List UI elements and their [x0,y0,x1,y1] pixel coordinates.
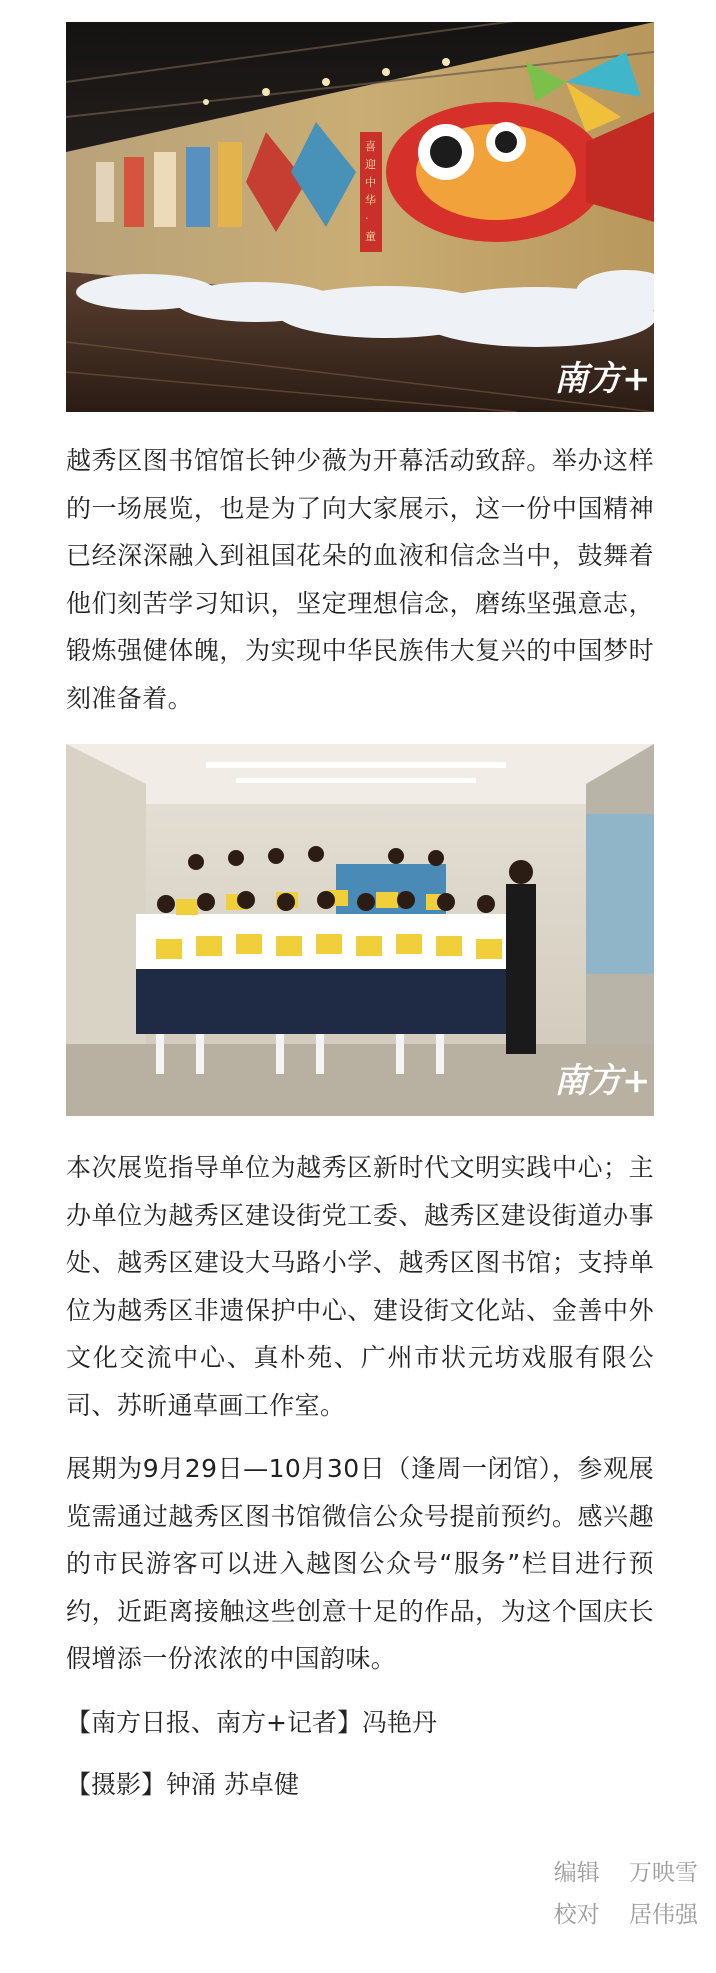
svg-text:华: 华 [365,194,376,207]
editor-name: 万映雪 [629,1860,698,1886]
watermark: 南方+ [554,1061,651,1101]
banner-text: 喜 [365,140,376,153]
editor-row [554,1852,698,1894]
watermark: 南方+ [554,359,651,399]
svg-text:童: 童 [365,230,376,243]
group-photo-illustration [66,744,654,1116]
svg-text:·: · [365,212,369,225]
svg-text:迎: 迎 [365,158,376,171]
editor-credits [554,1852,698,1936]
photographer-credit: 【摄影】钟涌 苏卓健 [66,1769,299,1799]
paragraph: 本次展览指导单位为越秀区新时代文明实践中心；主办单位为越秀区建设街党工委、越秀区建设街道办事处、越秀区建设大马路小学、越秀区图书馆；支持单位为越秀区非遗保护中心、建设街文化站、金善中外文化交流中心、真朴苑、广州市状元坊戏服有限公司、苏昕通草画工作室。 [66,1153,654,1420]
paragraph: 越秀区图书馆馆长钟少薇为开幕活动致辞。举办这样的一场展览，也是为了向大家展示，这一份中国精神已经深深融入到祖国花朵的血液和信念当中，鼓舞着他们刻苦学习知识，坚定理想信念，磨练坚强意志，锻炼强健体魄，为实现中华民族伟大复兴的中国梦时刻准备着。 [66,446,654,713]
reporter-credit: 【南方日报、南方+记者】冯艳丹 [66,1707,437,1737]
proofreader-role: 校对 [553,1902,600,1928]
proofreader-row [554,1894,698,1936]
paragraph: 展期为9月29日—10月30日（逢周一闭馆），参观展览需通过越秀区图书馆微信公众号提前预约。感兴趣的市民游客可以进入越图公众号“服务”栏目进行预约，近距离接触这些创意十足的作品，为这个国庆长假增添一份浓浓的中国韵味。 [66,1454,654,1673]
kite-exhibition-illustration [66,22,654,412]
kite-exhibition-photo[interactable] [66,22,654,412]
proofreader-name: 居伟强 [629,1902,698,1928]
article-body [66,22,654,1805]
editor-role: 编辑 [553,1860,600,1886]
svg-text:中: 中 [365,176,376,189]
group-photo[interactable] [66,744,654,1116]
